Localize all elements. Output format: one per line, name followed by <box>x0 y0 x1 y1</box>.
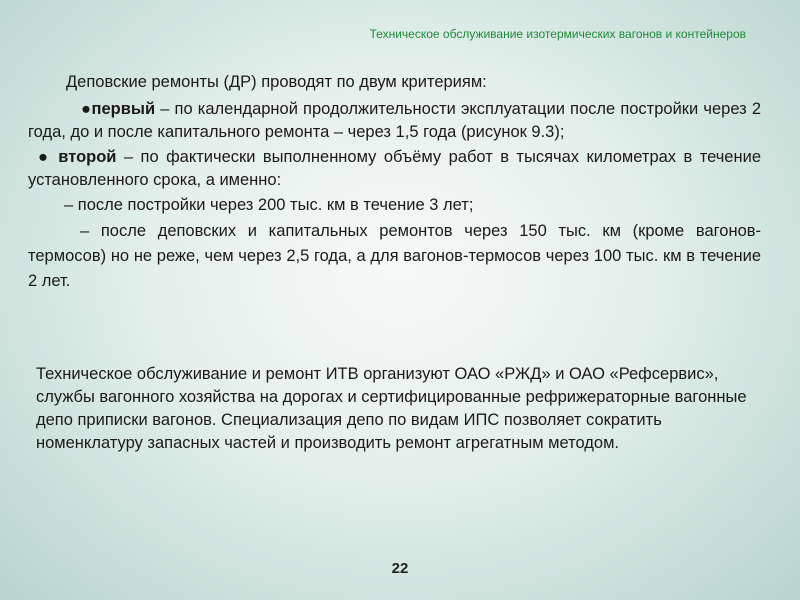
criterion-second-text: – по фактически выполненному объёму работ в тысячах километрах в течение установленного срока, а именно: <box>28 148 761 189</box>
bullet-icon: ● <box>81 100 92 118</box>
organization-paragraph: Техническое обслуживание и ремонт ИТВ организуют ОАО «РЖД» и ОАО «Рефсервис», службы вагонного хозяйства на дорогах и сертифицированные рефрижераторные вагонные депо приписки вагонов. Специализация депо по видам ИПС позволяет сократить номенклатуру запасных частей и производить ремонт агрегатным методом. <box>36 365 747 452</box>
criterion-second-term: второй <box>58 148 117 166</box>
slide-header-title: Техническое обслуживание изотермических вагонов и контейнеров <box>369 27 746 41</box>
page-number: 22 <box>391 560 409 577</box>
intro-text: Деповские ремонты (ДР) проводят по двум критериям: <box>66 73 487 91</box>
mileage-new-cars: – после постройки через 200 тыс. км в течение 3 лет; <box>64 196 474 214</box>
criterion-first-text: – по календарной продолжительности эксплуатации после постройки через 2 года, до и после капитального ремонта – через 1,5 года (рисунок 9.3); <box>28 100 761 141</box>
bullet-icon: ● <box>38 148 59 166</box>
criterion-first <box>28 98 761 144</box>
criterion-second <box>28 146 761 192</box>
criterion-first-term: первый <box>91 100 156 118</box>
mileage-after-repair: – после деповских и капитальных ремонтов через 150 тыс. км (кроме вагонов-термосов) но не реже, чем через 2,5 года, а для вагонов-термосов через 100 тыс. км в течение 2 лет. <box>28 222 761 290</box>
repair-criteria-section <box>28 71 761 294</box>
